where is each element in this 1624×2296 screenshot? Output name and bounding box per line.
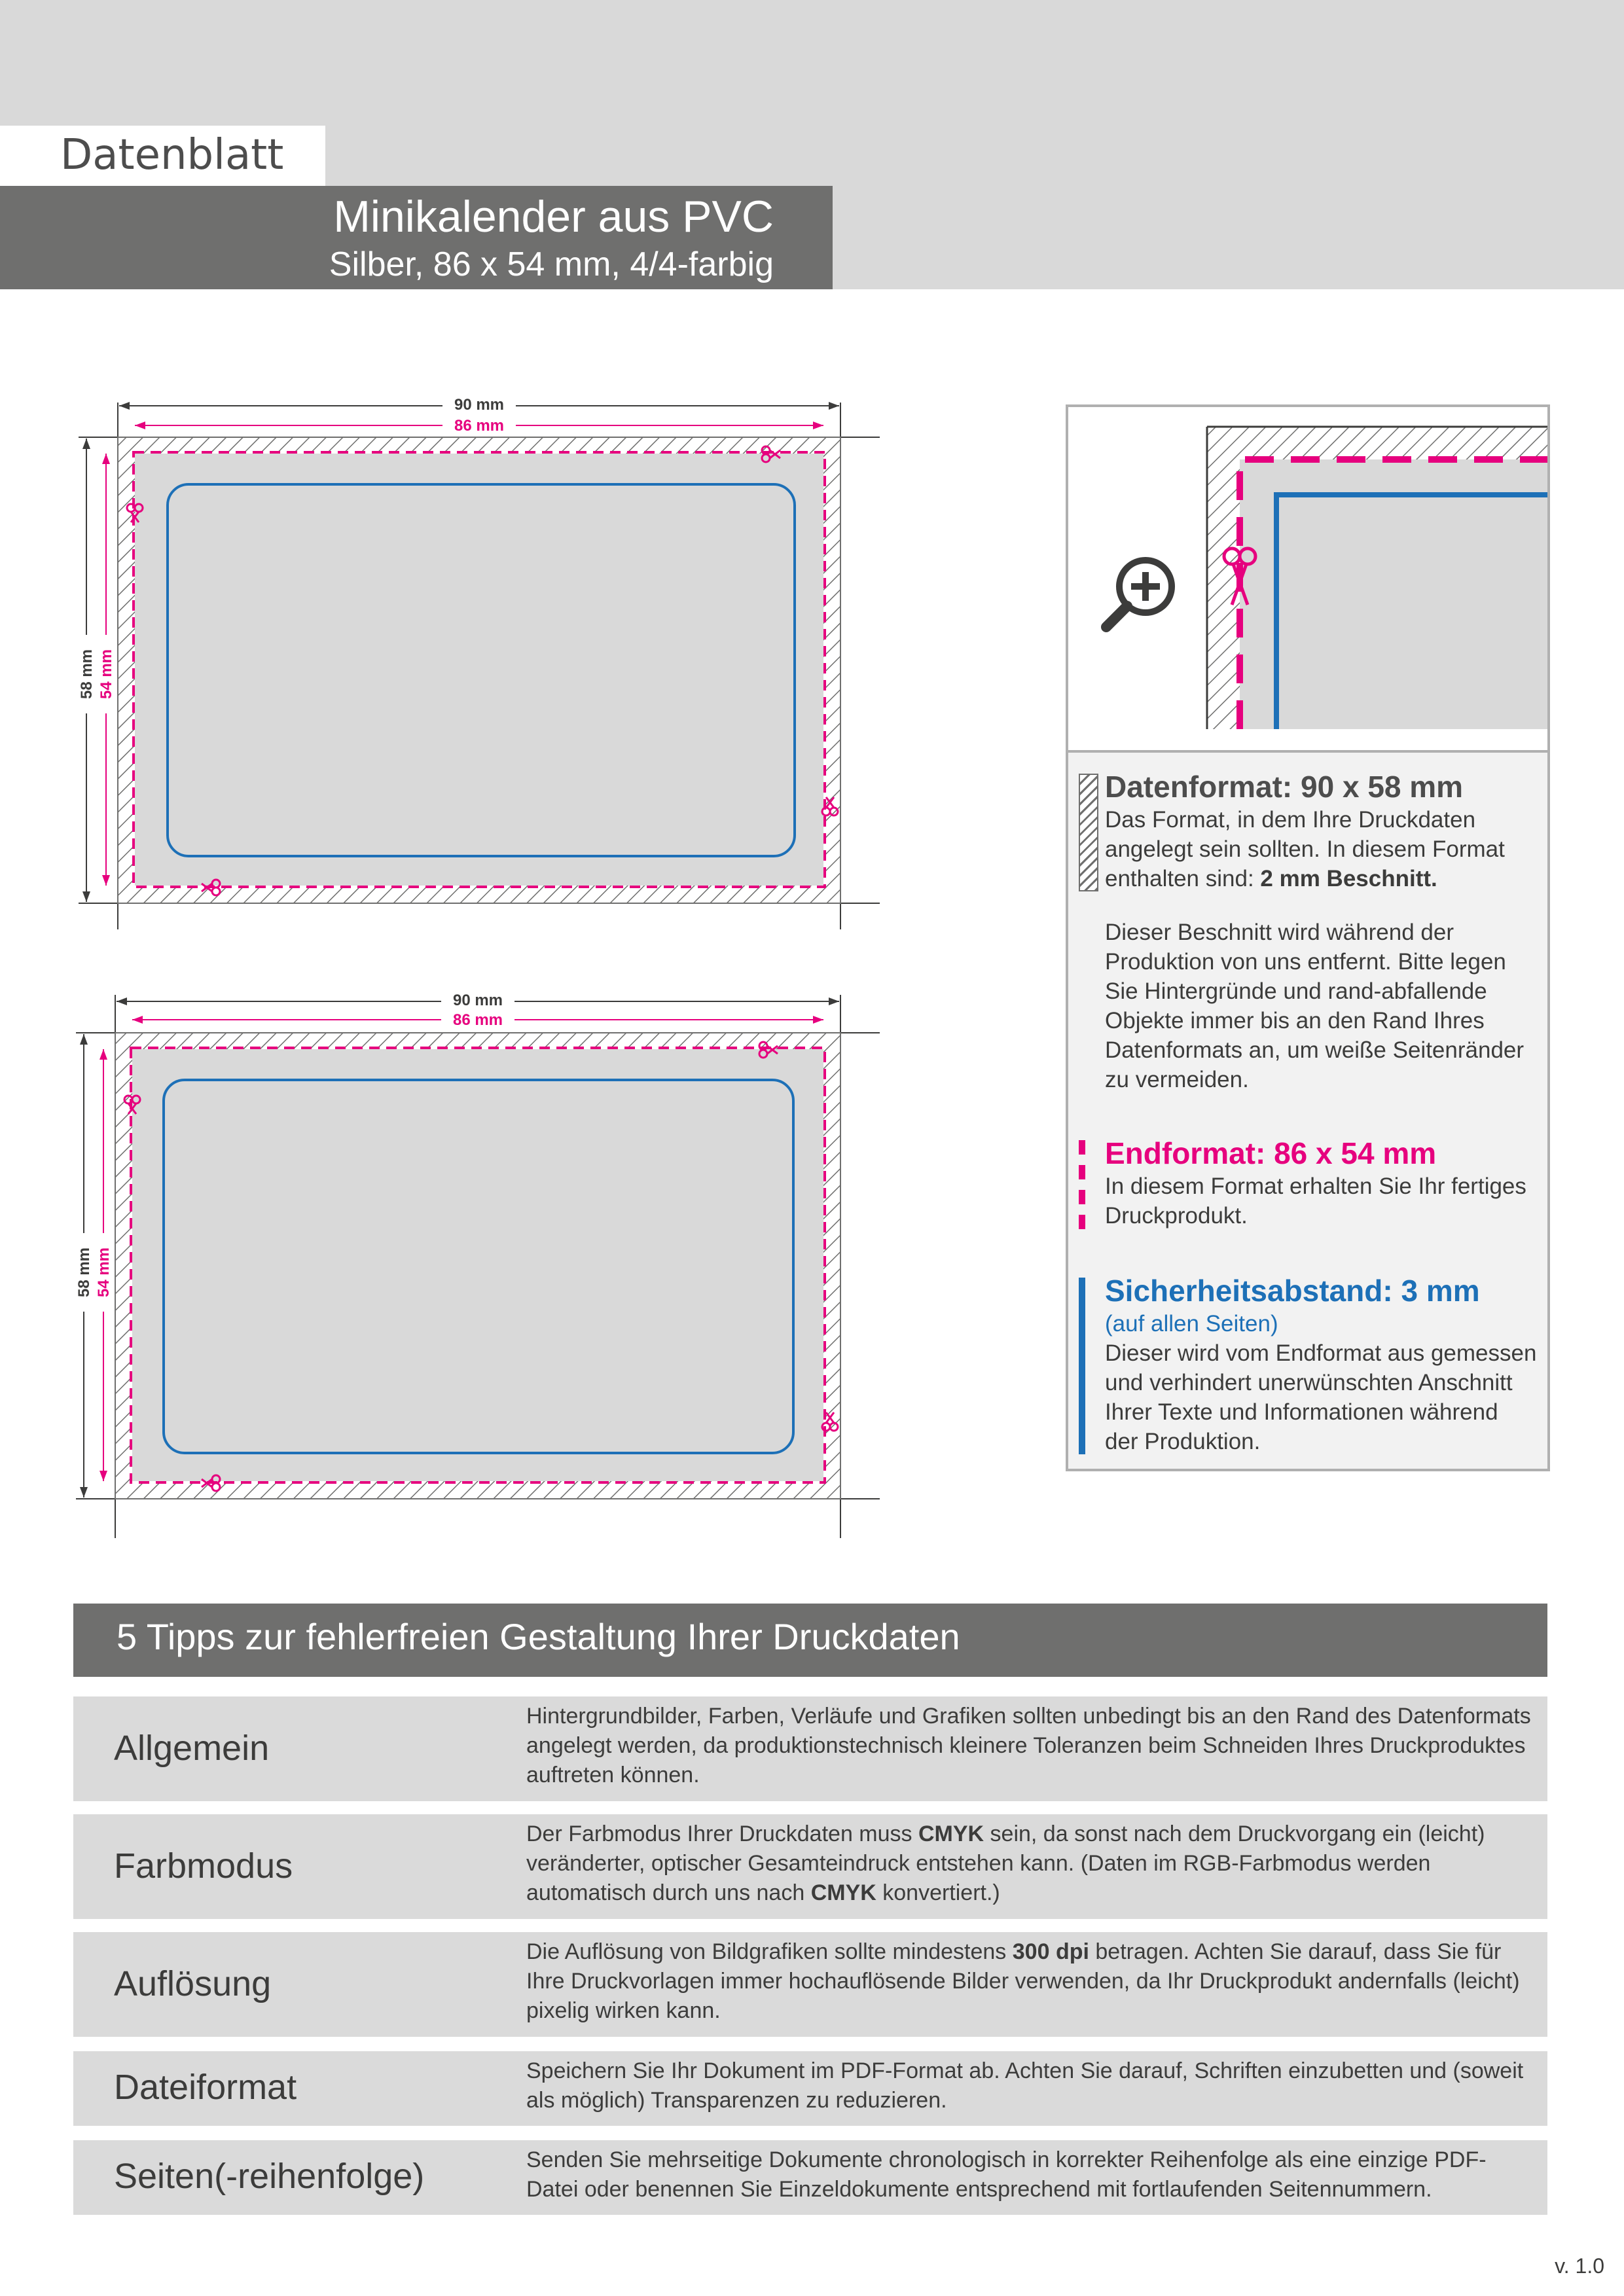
zoom-in-icon [1106, 560, 1172, 627]
final-format-area [132, 1049, 823, 1481]
tips-header [73, 1604, 1547, 1677]
tip-text: Speichern Sie Ihr Dokument im PDF-Format ab. Achten Sie darauf, Schriften einzubetten und (soweit als möglich) Transparenzen zu reduzieren. [526, 2058, 1524, 2113]
tip-text-bold: 300 dpi [1012, 1939, 1089, 1964]
tip-row-allgemein [73, 1696, 1547, 1801]
tip-row-dateiformat [73, 2051, 1547, 2126]
tip-text-part: sein, da sonst nach dem Druckvorgang ein (leicht) veränderter, optischer Gesamteindruck entstehen kann. (Daten im RGB-Farbmodus werden automatisch durch uns nach [526, 1821, 1485, 1905]
tip-text-part: betragen. Achten Sie darauf, dass Sie für Ihre Druckvorlagen immer hochauflösende Bilder verwenden, da Ihr Druckprodukt andernfalls (leicht) pixelig wirken kann. [526, 1939, 1520, 2023]
endformat-title: Endformat: 86 x 54 mm [1105, 1136, 1437, 1170]
bleed-marker [1079, 774, 1098, 891]
tip-label: Seiten(-reihenfolge) [114, 2157, 425, 2196]
sicherheit-text: Dieser wird vom Endformat aus gemessen und verhindert unerwünschten Anschnitt Ihrer Texte und Informationen während der Produktion. [1105, 1340, 1537, 1454]
dimension-width [119, 394, 839, 435]
dimension-width [117, 990, 839, 1029]
tips-title: 5 Tipps zur fehlerfreien Gestaltung Ihrer Druckdaten [117, 1616, 960, 1657]
datenformat-text-bold: 2 mm Beschnitt. [1260, 866, 1437, 891]
legend-box [1066, 404, 1550, 1471]
endformat-marker [1079, 1140, 1085, 1232]
datenformat-title: Datenformat: 90 x 58 mm [1105, 770, 1464, 804]
format-diagram-bottom [0, 975, 916, 1551]
legend-endformat [1105, 1135, 1537, 1230]
inner-width-label: 86 mm [454, 417, 505, 435]
sicherheit-sub: (auf allen Seiten) [1105, 1311, 1278, 1336]
title-block [0, 186, 833, 289]
inner-height-label: 54 mm [95, 1247, 113, 1298]
endformat-text: In diesem Format erhalten Sie Ihr fertiges Druckprodukt. [1105, 1174, 1526, 1229]
tip-label: Farbmodus [114, 1846, 293, 1886]
datenblatt-label: Datenblatt [60, 131, 284, 179]
dimension-height [76, 439, 115, 902]
tip-text-part: Der Farbmodus Ihrer Druckdaten muss [526, 1821, 918, 1846]
tip-text-part: Die Auflösung von Bildgrafiken sollte mindestens [526, 1939, 1013, 1964]
product-subtitle: Silber, 86 x 54 mm, 4/4-farbig [329, 245, 774, 283]
tip-text-bold: CMYK [810, 1880, 876, 1905]
sicherheit-title: Sicherheitsabstand: 3 mm [1105, 1274, 1480, 1308]
legend-sicherheit [1105, 1272, 1537, 1456]
outer-width-label: 90 mm [452, 992, 503, 1009]
outer-width-label: 90 mm [454, 396, 505, 414]
zoom-final-format [1240, 459, 1547, 729]
version-label: v. 1.0 [1555, 2254, 1604, 2278]
tip-text: Hintergrundbilder, Farben, Verläufe und Grafiken sollten unbedingt bis an den Rand des Datenformats angelegt werden, da produktionstechnisch kleinere Toleranzen beim Schneiden Ihres Druckproduktes auftreten können. [526, 1704, 1531, 1787]
tip-text-part: konvertiert.) [876, 1880, 1000, 1905]
datenformat-text-part: Das Format, in dem Ihre Druckdaten angelegt sein sollten. In diesem Format enthalten sind: [1105, 807, 1505, 891]
tip-row-aufloesung [73, 1932, 1547, 2037]
tip-text [526, 1820, 1534, 1908]
outer-height-label: 58 mm [78, 649, 96, 700]
inner-height-label: 54 mm [98, 649, 115, 700]
tip-label: Allgemein [114, 1729, 270, 1768]
product-title: Minikalender aus PVC [333, 192, 774, 242]
inner-width-label: 86 mm [452, 1011, 503, 1029]
dimension-height [73, 1034, 113, 1498]
tip-label: Auflösung [114, 1964, 272, 2003]
datenformat-text [1105, 805, 1537, 893]
final-format-area [135, 454, 823, 886]
tip-text [526, 1937, 1534, 2026]
outer-height-label: 58 mm [75, 1247, 93, 1298]
tip-row-farbmodus [73, 1814, 1547, 1919]
tip-text-bold: CMYK [918, 1821, 984, 1846]
tip-label: Dateiformat [114, 2068, 297, 2107]
legend-note [1105, 918, 1537, 1094]
format-diagram-top [0, 380, 916, 929]
legend-datenformat [1105, 768, 1537, 893]
safety-marker [1079, 1278, 1085, 1454]
tip-text: Senden Sie mehrseitige Dokumente chronologisch in korrekter Reihenfolge als eine einzige PDF-Datei oder benennen Sie Einzeldokumente entsprechend mit fortlaufenden Seitennummern. [526, 2147, 1487, 2202]
bleed-note-text: Dieser Beschnitt wird während der Produktion von uns entfernt. Bitte legen Sie Hintergründe und rand-abfallende Objekte immer bis an den Rand Ihres Datenformats an, um weiße Seitenränder zu vermeiden. [1105, 920, 1525, 1092]
zoom-illustration [1068, 407, 1547, 753]
tip-row-seiten [73, 2140, 1547, 2215]
